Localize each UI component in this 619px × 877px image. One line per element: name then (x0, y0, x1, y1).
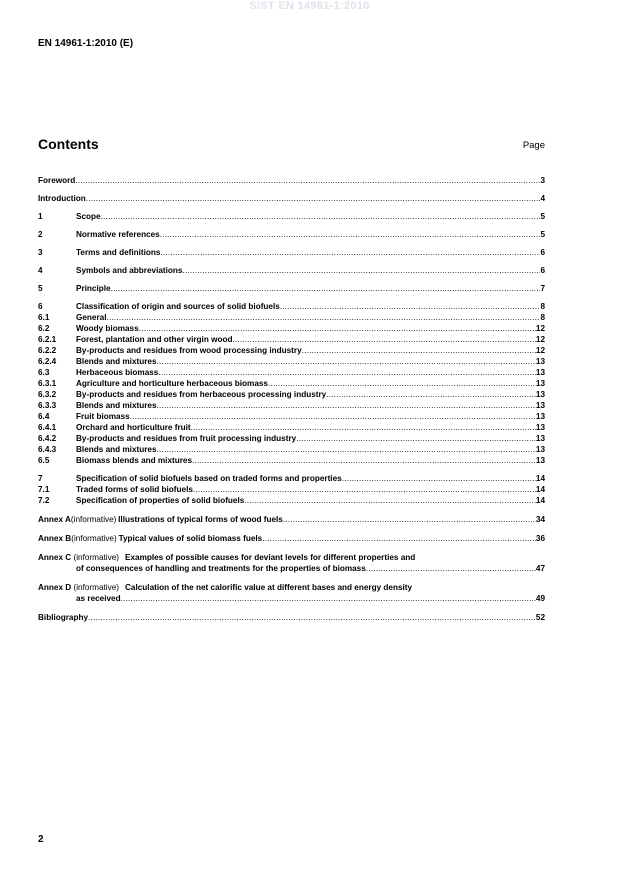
page-number: 2 (38, 834, 44, 845)
toc-entry[interactable] (38, 334, 545, 345)
toc-entry-page: 4 (540, 194, 545, 203)
toc-entry-page: 13 (535, 456, 545, 465)
toc-entry-title: Fruit biomass (76, 412, 130, 421)
page-column-label: Page (522, 140, 545, 151)
dot-leader (182, 265, 540, 276)
toc-entry[interactable] (38, 175, 545, 186)
toc-entry-page: 6 (540, 266, 545, 275)
toc-annex-entry[interactable] (38, 514, 545, 525)
dot-leader (101, 211, 541, 222)
dot-leader (283, 514, 536, 525)
toc-entry-page: 47 (535, 564, 545, 573)
dot-leader (244, 495, 536, 506)
toc-entry-number: 6.4.3 (38, 445, 57, 454)
toc-entry[interactable] (38, 484, 545, 495)
toc-entry-number: 1 (38, 212, 43, 221)
toc-entry-page: 6 (540, 248, 545, 257)
toc-entry-page: 34 (535, 515, 545, 524)
toc-entry-page: 13 (535, 390, 545, 399)
toc-entry[interactable] (38, 265, 545, 276)
toc-entry-page: 14 (535, 496, 545, 505)
toc-entry-page: 14 (535, 485, 545, 494)
annex-title: Typical values of solid biomass fuels (118, 534, 263, 543)
annex-title: Illustrations of typical forms of wood fuels (118, 515, 283, 524)
toc-entry-page: 3 (540, 176, 545, 185)
toc-entry-number: 6.1 (38, 313, 50, 322)
toc-entry-bibliography[interactable] (38, 612, 545, 623)
toc-entry-number: 6.3.3 (38, 401, 57, 410)
toc-entry[interactable] (38, 247, 545, 258)
toc-entry[interactable] (38, 411, 545, 422)
toc-entry-title: Blends and mixtures (76, 401, 157, 410)
toc-entry-number: 7.1 (38, 485, 50, 494)
toc-entry-page: 13 (535, 445, 545, 454)
annex-label: Annex A (38, 515, 71, 524)
annex-informative-tag: (informative) (73, 583, 119, 592)
annex-title-continued: of consequences of handling and treatments for the properties of biomass (76, 564, 366, 573)
dot-leader (160, 229, 541, 240)
toc-entry-page: 13 (535, 434, 545, 443)
dot-leader (157, 356, 536, 367)
toc-entry-page: 12 (535, 324, 545, 333)
toc-entry[interactable] (38, 193, 545, 204)
toc-entry-title: Blends and mixtures (76, 445, 157, 454)
toc-entry-title: Biomass blends and mixtures (76, 456, 193, 465)
toc-entry-number: 7.2 (38, 496, 50, 505)
dot-leader (191, 422, 536, 433)
dot-leader (121, 593, 536, 604)
toc-entry[interactable] (38, 229, 545, 240)
toc-entry-page: 13 (535, 379, 545, 388)
toc-entry-number: 6.4 (38, 412, 50, 421)
toc-entry-number: 6.2.4 (38, 357, 57, 366)
toc-entry[interactable] (38, 312, 545, 323)
toc-entry[interactable] (38, 455, 545, 466)
annex-label: Annex C (38, 553, 72, 562)
toc-entry[interactable] (38, 367, 545, 378)
toc-entry-number: 2 (38, 230, 43, 239)
toc-entry-title: By-products and residues from herbaceous processing industry (76, 390, 327, 399)
dot-leader (192, 455, 536, 466)
toc-entry-page: 13 (535, 412, 545, 421)
toc-entry-page: 36 (535, 534, 545, 543)
annex-label: Annex B (38, 534, 72, 543)
toc-annex-entry[interactable] (38, 582, 545, 604)
toc-entry-number: 6.4.2 (38, 434, 57, 443)
annex-title: Examples of possible causes for deviant levels for different properties and (125, 553, 416, 562)
toc-entry-title: Bibliography (38, 613, 89, 622)
toc-entry-number: 6.2.1 (38, 335, 57, 344)
toc-entry[interactable] (38, 378, 545, 389)
dot-leader (75, 175, 540, 186)
annex-title-continued: as received (76, 594, 121, 603)
toc-entry-page: 5 (540, 230, 545, 239)
toc-entry[interactable] (38, 356, 545, 367)
toc-entry-title: Classification of origin and sources of solid biofuels (76, 302, 280, 311)
toc-entry[interactable] (38, 323, 545, 334)
dot-leader (130, 411, 536, 422)
dot-leader (342, 473, 536, 484)
toc-entry-title: Scope (76, 212, 101, 221)
dot-leader (107, 312, 541, 323)
toc-entry-page: 5 (540, 212, 545, 221)
toc-entry-page: 13 (535, 368, 545, 377)
dot-leader (86, 193, 541, 204)
toc-entry[interactable] (38, 211, 545, 222)
toc-entry-page: 52 (535, 613, 545, 622)
toc-entry-title: Herbaceous biomass (76, 368, 159, 377)
toc-entry-title: Normative references (76, 230, 160, 239)
toc-entry[interactable] (38, 444, 545, 455)
toc-entry[interactable] (38, 433, 545, 444)
toc-entry-title: Agriculture and horticulture herbaceous biomass (76, 379, 268, 388)
dot-leader (262, 533, 536, 544)
toc-entry-number: 6.3.1 (38, 379, 57, 388)
toc-entry[interactable] (38, 301, 545, 312)
toc-entry-page: 13 (535, 423, 545, 432)
toc-entry-title: Blends and mixtures (76, 357, 157, 366)
toc-entry-title: Symbols and abbreviations (76, 266, 183, 275)
toc-entry-number: 5 (38, 284, 43, 293)
dot-leader (158, 367, 536, 378)
dot-leader (88, 612, 536, 623)
toc-entry-title: Woody biomass (76, 324, 139, 333)
toc-entry-title: Introduction (38, 194, 86, 203)
toc-entry-title: Orchard and horticulture fruit (76, 423, 191, 432)
dot-leader (302, 345, 536, 356)
toc-annex-entry[interactable] (38, 552, 545, 574)
dot-leader (232, 334, 535, 345)
toc-entry-title: Forest, plantation and other virgin wood (76, 335, 233, 344)
toc-entry-title: Principle (76, 284, 111, 293)
toc-entry[interactable] (38, 283, 545, 294)
toc-entry-number: 6.4.1 (38, 423, 57, 432)
toc-entry-title: Foreword (38, 176, 76, 185)
toc-entry-number: 6.3 (38, 368, 50, 377)
toc-entry-title: Specification of solid biofuels based on traded forms and properties (76, 474, 342, 483)
toc-entry-page: 8 (540, 313, 545, 322)
toc-entry-page: 7 (540, 284, 545, 293)
toc-entry-page: 14 (535, 474, 545, 483)
dot-leader (326, 389, 536, 400)
toc-entry[interactable] (38, 389, 545, 400)
toc-entry-number: 3 (38, 248, 43, 257)
toc-entry-number: 6.2.2 (38, 346, 57, 355)
dot-leader (193, 484, 536, 495)
table-of-contents (38, 175, 545, 623)
annex-title: Calculation of the net calorific value at different bases and energy density (125, 583, 413, 592)
annex-informative-tag: (informative) (73, 553, 119, 562)
toc-entry-number: 6.2 (38, 324, 50, 333)
toc-entry-page: 49 (535, 594, 545, 603)
dot-leader (268, 378, 536, 389)
dot-leader (157, 400, 536, 411)
toc-entry-title: By-products and residues from wood processing industry (76, 346, 302, 355)
dot-leader (280, 301, 541, 312)
toc-entry-title: Terms and definitions (76, 248, 161, 257)
toc-entry-number: 6 (38, 302, 43, 311)
document-id: EN 14961-1:2010 (E) (38, 38, 134, 49)
annex-informative-tag: (informative) (71, 534, 117, 543)
toc-entry-page: 12 (535, 335, 545, 344)
toc-entry[interactable] (38, 422, 545, 433)
toc-entry-number: 6.5 (38, 456, 50, 465)
dot-leader (111, 283, 541, 294)
toc-entry[interactable] (38, 345, 545, 356)
toc-entry-page: 13 (535, 401, 545, 410)
toc-entry[interactable] (38, 400, 545, 411)
annex-informative-tag: (informative) (70, 515, 117, 524)
toc-annex-entry[interactable] (38, 533, 545, 544)
dot-leader (296, 433, 536, 444)
toc-entry[interactable] (38, 495, 545, 506)
toc-entry-page: 8 (540, 302, 545, 311)
toc-entry-title: By-products and residues from fruit processing industry (76, 434, 297, 443)
toc-entry-title: Traded forms of solid biofuels (76, 485, 193, 494)
toc-entry[interactable] (38, 473, 545, 484)
toc-entry-number: 4 (38, 266, 43, 275)
dot-leader (157, 444, 536, 455)
toc-entry-number: 6.3.2 (38, 390, 57, 399)
dot-leader (366, 563, 536, 574)
toc-entry-title: General (76, 313, 107, 322)
dot-leader (139, 323, 536, 334)
watermark: SIST EN 14961-1:2010 (249, 0, 370, 12)
toc-entry-page: 13 (535, 357, 545, 366)
page-title: Contents (38, 136, 99, 152)
annex-label: Annex D (38, 583, 72, 592)
dot-leader (160, 247, 540, 258)
toc-entry-page: 12 (535, 346, 545, 355)
toc-entry-title: Specification of properties of solid biofuels (76, 496, 245, 505)
toc-entry-number: 7 (38, 474, 43, 483)
